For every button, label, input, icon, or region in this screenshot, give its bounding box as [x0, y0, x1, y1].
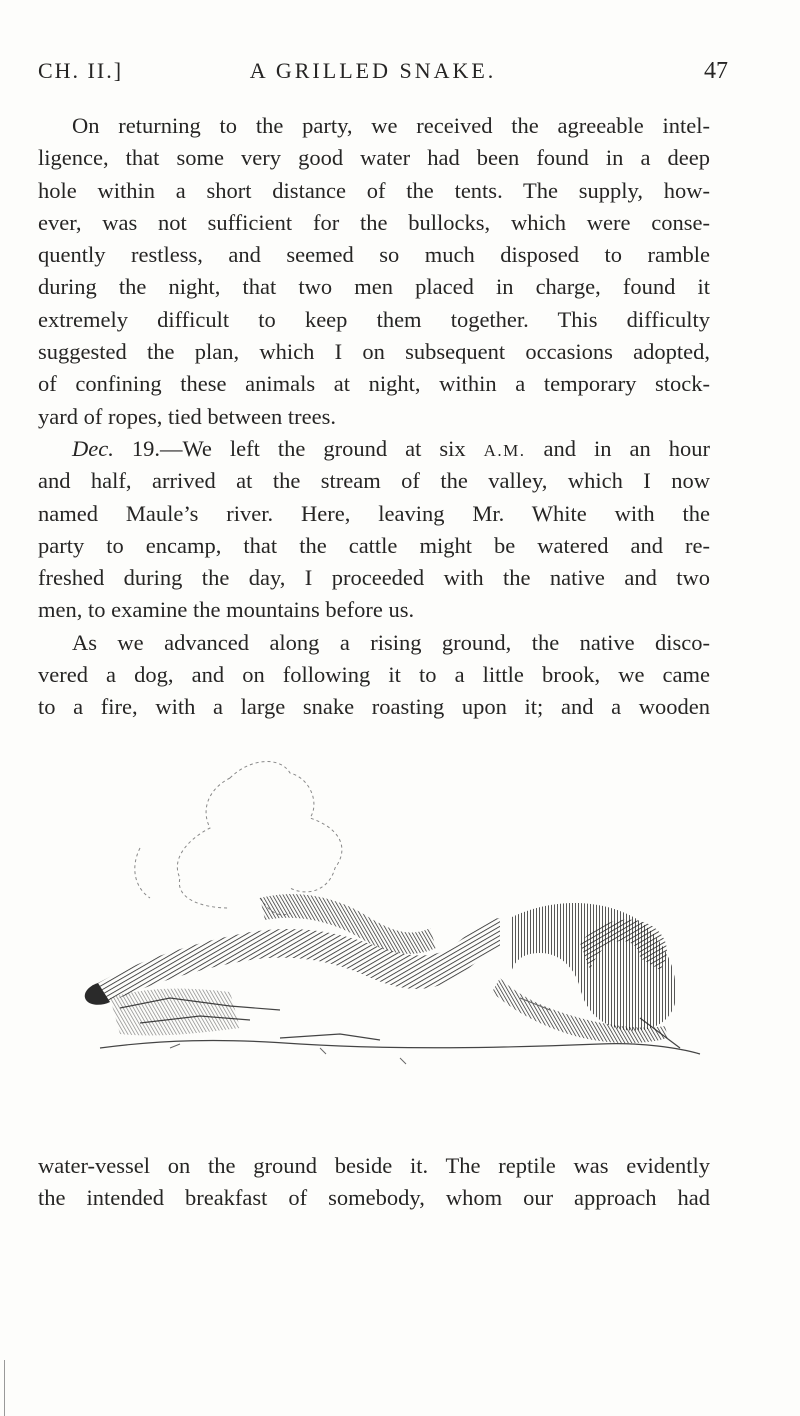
text-line: the intended breakfast of somebody, whom our approach had: [38, 1185, 710, 1211]
ground-shading: [110, 989, 240, 1036]
text-line: [38, 433, 710, 465]
text-line: water-vessel on the ground beside it. The reptile was evidently: [38, 1153, 710, 1178]
paragraph-3: [38, 627, 710, 724]
date-label: Dec.: [72, 435, 114, 461]
running-header: [38, 58, 728, 94]
snake-on-fire-illustration: [80, 748, 720, 1084]
text-line: named Maule’s river. Here, leaving Mr. White with the: [38, 500, 710, 526]
date-text: 19.—We left the ground at six: [113, 435, 484, 461]
grilled-snake-engraving: [80, 748, 720, 1084]
text-line: of confining these animals at night, within a temporary stock-: [38, 371, 710, 397]
text-line: yard of ropes, tied between trees.: [38, 403, 337, 429]
continuation-text: [38, 1150, 710, 1215]
text-line: ligence, that some very good water had been found in a deep: [38, 145, 710, 171]
running-title: A GRILLED SNAKE.: [249, 58, 497, 83]
text-line: to a fire, with a large snake roasting upon it; and a wooden: [38, 694, 710, 720]
smoke-outline: [135, 762, 342, 915]
date-text-end: and in an hour: [525, 435, 710, 461]
text-line: vered a dog, and on following it to a little brook, we came: [38, 662, 710, 688]
text-line: men, to examine the mountains before us.: [38, 597, 415, 623]
text-line: As we advanced along a rising ground, the native disco-: [72, 629, 710, 655]
main-text: [38, 110, 710, 724]
text-line: during the night, that two men placed in charge, found it: [38, 274, 710, 300]
text-line: ever, was not sufficient for the bullocks, which were conse-: [38, 209, 710, 235]
text-line: and half, arrived at the stream of the valley, which I now: [38, 468, 710, 494]
time-abbreviation: A.M.: [483, 440, 526, 460]
page-number: 47: [704, 58, 728, 84]
text-line: suggested the plan, which I on subsequent occasions adopted,: [38, 339, 710, 365]
text-line: hole within a short distance of the tents. The supply, how-: [38, 177, 710, 203]
paragraph-1: [38, 110, 710, 433]
paragraph-2: [38, 433, 710, 627]
page-edge-rule: [4, 1360, 5, 1416]
text-line: party to encamp, that the cattle might be watered and re-: [38, 532, 710, 558]
text-line: quently restless, and seemed so much disposed to ramble: [38, 242, 710, 268]
chapter-label: CH. II.]: [38, 58, 124, 83]
text-line: freshed during the day, I proceeded with the native and two: [38, 565, 710, 591]
text-line: On returning to the party, we received the agreeable intel-: [72, 113, 710, 138]
text-line: extremely difficult to keep them together. This difficulty: [38, 306, 710, 332]
